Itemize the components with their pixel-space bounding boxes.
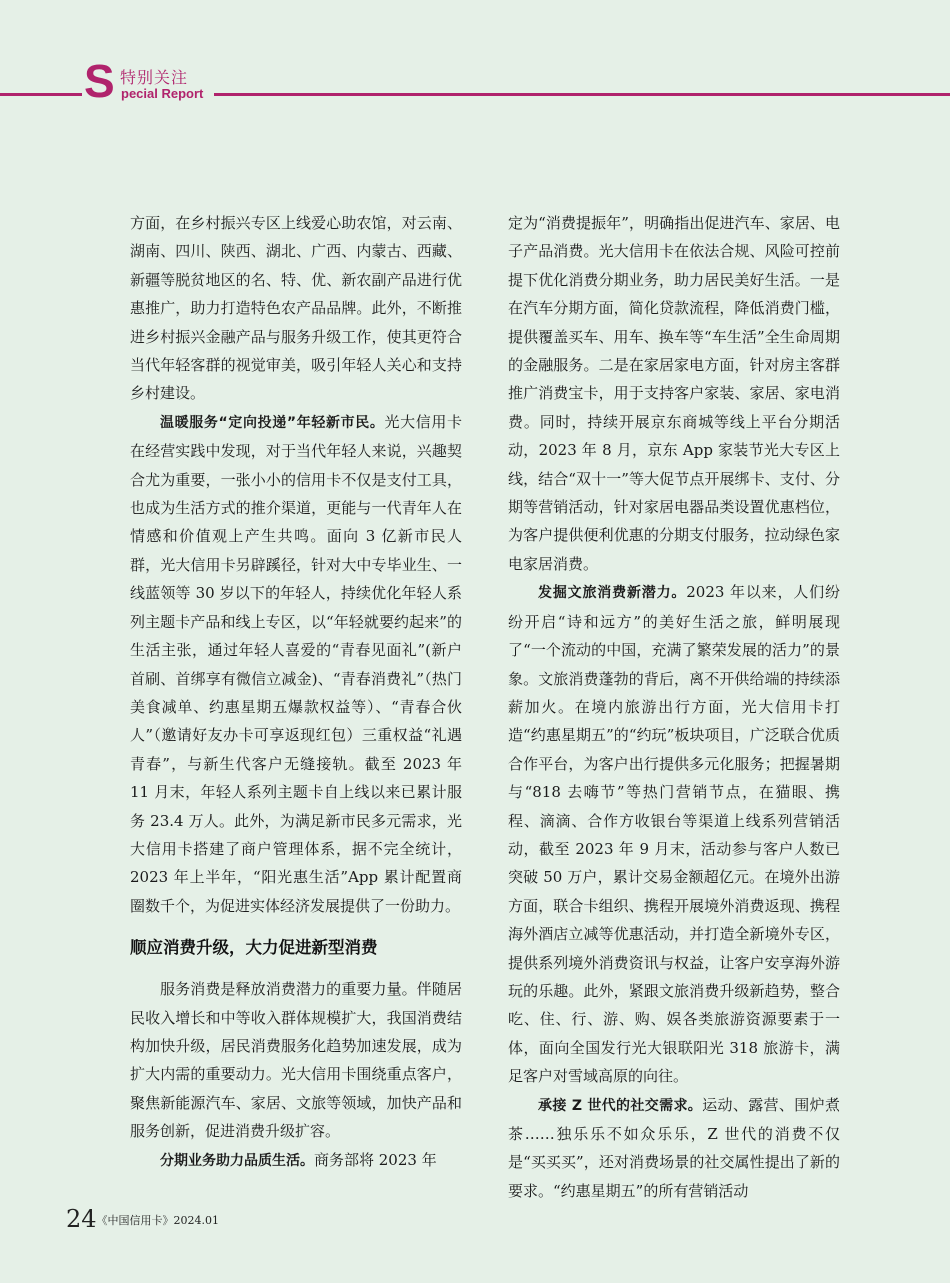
left-column <box>130 209 462 1175</box>
publication-name: 《中国信用卡》2024.01 <box>96 1214 220 1227</box>
section-logo-letter: S <box>84 55 115 107</box>
section-heading: 顺应消费升级，大力促进新型消费 <box>130 938 378 958</box>
section-title-cn: 特别关注 <box>120 68 189 87</box>
paragraph: 定为“消费提振年”，明确指出促进汽车、家居、电子产品消费。光大信用卡在依法合规、风险可控前提下优化消费分期业务，助力居民美好生活。一是在汽车分期方面，简化贷款流程，降低消费门槛，提供覆盖买车、用车、换车等“车生活”全生命周期的金融服务。二是在家居家电方面，针对房主客群推广消费宝卡，用于支持客户家装、家居、家电消费。同时，持续开展京东商城等线上平台分期活动，2023 年 8 月，京东 App 家装节光大专区上线，结合“双十一”等大促节点开展绑卡、支付、分期等营销活动，针对家居电器品类设置优惠档位，为客户提供便利优惠的分期支付服务，拉动绿色家电家居消费。 <box>508 214 840 573</box>
paragraph: 服务消费是释放消费潜力的重要力量。伴随居民收入增长和中等收入群体规模扩大，我国消费结构加快升级，居民消费服务化趋势加速发展，成为扩大内需的重要动力。光大信用卡围绕重点客户，聚焦新能源汽车、家居、文旅等领域，加快产品和服务创新，促进消费升级扩容。 <box>130 980 462 1141</box>
right-column <box>508 209 840 1205</box>
paragraph-text: 光大信用卡在经营实践中发现，对于当代年轻人来说，兴趣契合尤为重要，一张小小的信用卡不仅是支付工具，也成为生活方式的推介渠道，更能与一代青年人在情感和价值观上产生共鸣。面向 3 亿新市民人群，光大信用卡另辟蹊径，针对大中专毕业生、一线蓝领等 30 岁以下的年轻人，持续优化年轻人系列主题卡产品和线上专区，以“年轻就要约起来”的生活主张，通过年轻人喜爱的“青春见面礼”(新户首刷、首绑享有微信立减金)、“青春消费礼”（热门美食减单、约惠星期五爆款权益等）、“青春合伙人”（邀请好友办卡可享返现红包）三重权益“礼遇青春”，与新生代客户无缝接轨。截至 2023 年 11 月末，年轻人系列主题卡自上线以来已累计服务 23.4 万人。此外，为满足新市民多元需求，光大信用卡搭建了商户管理体系，据不完全统计，2023 年上半年，“阳光惠生活”App 累计配置商圈数千个，为促进实体经济发展提供了一份助力。 <box>130 412 462 915</box>
paragraph <box>130 408 462 920</box>
paragraph-text: 运动、露营、围炉煮茶……独乐乐不如众乐乐，Z 世代的消费不仅是“买买买”，还对消费场景的社交属性提出了新的要求。“约惠星期五”的所有营销活动 <box>508 1095 840 1200</box>
page-footer <box>66 1205 219 1233</box>
paragraph-lead: 温暖服务“定向投递”年轻新市民。 <box>160 414 385 431</box>
paragraph-lead: 分期业务助力品质生活。 <box>160 1152 314 1169</box>
paragraph-lead: 发掘文旅消费新潜力。 <box>538 585 687 602</box>
paragraph <box>130 1146 462 1175</box>
paragraph <box>508 1091 840 1206</box>
paragraph-text: 2023 年以来，人们纷纷开启“诗和远方”的美好生活之旅，鲜明展现了“一个流动的中国，充满了繁荣发展的活力”的景象。文旅消费蓬勃的背后，离不开供给端的持续添薪加火。在境内旅游出行方面，光大信用卡打造“约惠星期五”的“约玩”板块项目，广泛联合优质合作平台，为客户出行提供多元化服务；把握暑期与“818 去嗨节”等热门营销节点，在猫眼、携程、滴滴、合作方收银台等渠道上线系列营销活动，截至 2023 年 9 月末，活动参与客户人数已突破 50 万户，累计交易金额超亿元。在境外出游方面，联合卡组织、携程开展境外消费返现、携程海外酒店立减等优惠活动，并打造全新境外专区，提供系列境外消费资讯与权益，让客户安享海外游玩的乐趣。此外，紧跟文旅消费升级新趋势，整合吃、住、行、游、购、娱各类旅游资源要素于一体，面向全国发行光大银联阳光 318 旅游卡，满足客户对雪域高原的向往。 <box>508 583 840 1086</box>
paragraph <box>508 578 840 1090</box>
page-number: 24 <box>66 1205 97 1233</box>
paragraph-lead: 承接 Z 世代的社交需求。 <box>538 1097 703 1114</box>
paragraph-text: 商务部将 2023 年 <box>314 1150 437 1169</box>
section-title-en: pecial Report <box>121 86 204 101</box>
paragraph: 方面，在乡村振兴专区上线爱心助农馆，对云南、湖南、四川、陕西、湖北、广西、内蒙古、西藏、新疆等脱贫地区的名、特、优、新农副产品进行优惠推广，助力打造特色农产品品牌。此外，不断推进乡村振兴金融产品与服务升级工作，使其更符合当代年轻客群的视觉审美，吸引年轻人关心和支持乡村建设。 <box>130 214 462 403</box>
section-header <box>0 55 950 107</box>
